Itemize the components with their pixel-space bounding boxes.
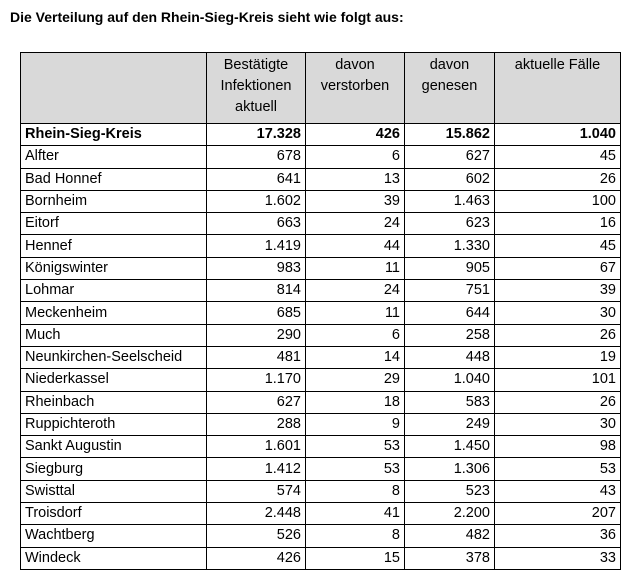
cell-active: 1.040: [495, 124, 621, 146]
cell-deceased: 426: [306, 124, 405, 146]
table-row: [21, 391, 621, 413]
cell-active: 45: [495, 235, 621, 257]
cell-infected: 983: [207, 257, 306, 279]
cell-active: 26: [495, 324, 621, 346]
cell-name: Bad Honnef: [21, 168, 207, 190]
table-row: [21, 503, 621, 525]
cell-name: Alfter: [21, 146, 207, 168]
table-header-row: [21, 53, 621, 124]
cell-recovered: 448: [405, 346, 495, 368]
cell-deceased: 24: [306, 213, 405, 235]
cell-recovered: 751: [405, 280, 495, 302]
cell-name: Troisdorf: [21, 503, 207, 525]
cell-name: Swisttal: [21, 480, 207, 502]
cell-recovered: 602: [405, 168, 495, 190]
cell-active: 16: [495, 213, 621, 235]
cell-recovered: 15.862: [405, 124, 495, 146]
cell-deceased: 9: [306, 413, 405, 435]
table-row: [21, 413, 621, 435]
cell-infected: 481: [207, 346, 306, 368]
cell-active: 26: [495, 391, 621, 413]
cell-deceased: 6: [306, 324, 405, 346]
cell-infected: 426: [207, 547, 306, 569]
cell-recovered: 249: [405, 413, 495, 435]
cell-recovered: 523: [405, 480, 495, 502]
cell-active: 101: [495, 369, 621, 391]
header-municipality: [21, 53, 207, 124]
cell-active: 30: [495, 413, 621, 435]
cell-active: 43: [495, 480, 621, 502]
cell-active: 19: [495, 346, 621, 368]
cell-active: 36: [495, 525, 621, 547]
cell-deceased: 44: [306, 235, 405, 257]
cell-infected: 814: [207, 280, 306, 302]
cell-deceased: 18: [306, 391, 405, 413]
table-row: [21, 436, 621, 458]
cell-name: Bornheim: [21, 190, 207, 212]
table-row: [21, 324, 621, 346]
cell-active: 207: [495, 503, 621, 525]
cell-infected: 1.412: [207, 458, 306, 480]
table-row: [21, 257, 621, 279]
cell-recovered: 1.040: [405, 369, 495, 391]
cell-name: Wachtberg: [21, 525, 207, 547]
table-row-total: [21, 124, 621, 146]
cell-deceased: 53: [306, 458, 405, 480]
table-row: [21, 547, 621, 569]
cell-infected: 17.328: [207, 124, 306, 146]
cell-active: 53: [495, 458, 621, 480]
cell-deceased: 11: [306, 302, 405, 324]
cell-infected: 627: [207, 391, 306, 413]
table-row: [21, 346, 621, 368]
cell-active: 26: [495, 168, 621, 190]
cell-deceased: 8: [306, 525, 405, 547]
table-row: [21, 213, 621, 235]
table-row: [21, 146, 621, 168]
cell-recovered: 258: [405, 324, 495, 346]
cell-active: 33: [495, 547, 621, 569]
cell-deceased: 41: [306, 503, 405, 525]
cell-infected: 641: [207, 168, 306, 190]
cell-name: Rheinbach: [21, 391, 207, 413]
header-recovered: davon genesen: [405, 53, 495, 124]
cell-name: Much: [21, 324, 207, 346]
cell-name: Niederkassel: [21, 369, 207, 391]
cell-infected: 288: [207, 413, 306, 435]
cell-active: 98: [495, 436, 621, 458]
distribution-table: [20, 52, 621, 570]
table-row: [21, 302, 621, 324]
cell-infected: 663: [207, 213, 306, 235]
header-deceased: davon verstorben: [306, 53, 405, 124]
cell-name: Königswinter: [21, 257, 207, 279]
cell-recovered: 2.200: [405, 503, 495, 525]
cell-recovered: 482: [405, 525, 495, 547]
cell-infected: 1.419: [207, 235, 306, 257]
cell-name: Neunkirchen-Seelscheid: [21, 346, 207, 368]
cell-active: 100: [495, 190, 621, 212]
cell-deceased: 24: [306, 280, 405, 302]
table-row: [21, 190, 621, 212]
cell-active: 45: [495, 146, 621, 168]
cell-name: Windeck: [21, 547, 207, 569]
cell-name: Sankt Augustin: [21, 436, 207, 458]
table-row: [21, 480, 621, 502]
cell-infected: 290: [207, 324, 306, 346]
table-row: [21, 369, 621, 391]
cell-deceased: 13: [306, 168, 405, 190]
cell-name: Ruppichteroth: [21, 413, 207, 435]
cell-deceased: 15: [306, 547, 405, 569]
cell-infected: 1.602: [207, 190, 306, 212]
page-title: Die Verteilung auf den Rhein-Sieg-Kreis sieht wie folgt aus:: [10, 9, 404, 25]
cell-infected: 685: [207, 302, 306, 324]
cell-active: 39: [495, 280, 621, 302]
table-row: [21, 168, 621, 190]
cell-deceased: 53: [306, 436, 405, 458]
cell-active: 67: [495, 257, 621, 279]
cell-infected: 574: [207, 480, 306, 502]
cell-active: 30: [495, 302, 621, 324]
cell-infected: 2.448: [207, 503, 306, 525]
cell-recovered: 1.330: [405, 235, 495, 257]
cell-name: Siegburg: [21, 458, 207, 480]
cell-recovered: 905: [405, 257, 495, 279]
cell-deceased: 39: [306, 190, 405, 212]
cell-infected: 678: [207, 146, 306, 168]
cell-deceased: 6: [306, 146, 405, 168]
cell-recovered: 378: [405, 547, 495, 569]
cell-name: Eitorf: [21, 213, 207, 235]
cell-name: Lohmar: [21, 280, 207, 302]
cell-deceased: 11: [306, 257, 405, 279]
cell-recovered: 627: [405, 146, 495, 168]
cell-recovered: 1.463: [405, 190, 495, 212]
cell-deceased: 29: [306, 369, 405, 391]
cell-recovered: 1.450: [405, 436, 495, 458]
cell-infected: 1.170: [207, 369, 306, 391]
header-infected: Bestätigte Infektionen aktuell: [207, 53, 306, 124]
cell-deceased: 8: [306, 480, 405, 502]
table-row: [21, 280, 621, 302]
cell-recovered: 1.306: [405, 458, 495, 480]
table-row: [21, 235, 621, 257]
cell-name: Rhein-Sieg-Kreis: [21, 124, 207, 146]
cell-recovered: 583: [405, 391, 495, 413]
cell-infected: 1.601: [207, 436, 306, 458]
cell-recovered: 644: [405, 302, 495, 324]
cell-recovered: 623: [405, 213, 495, 235]
table-row: [21, 525, 621, 547]
cell-infected: 526: [207, 525, 306, 547]
header-active: aktuelle Fälle: [495, 53, 621, 124]
cell-name: Meckenheim: [21, 302, 207, 324]
cell-deceased: 14: [306, 346, 405, 368]
table-row: [21, 458, 621, 480]
cell-name: Hennef: [21, 235, 207, 257]
